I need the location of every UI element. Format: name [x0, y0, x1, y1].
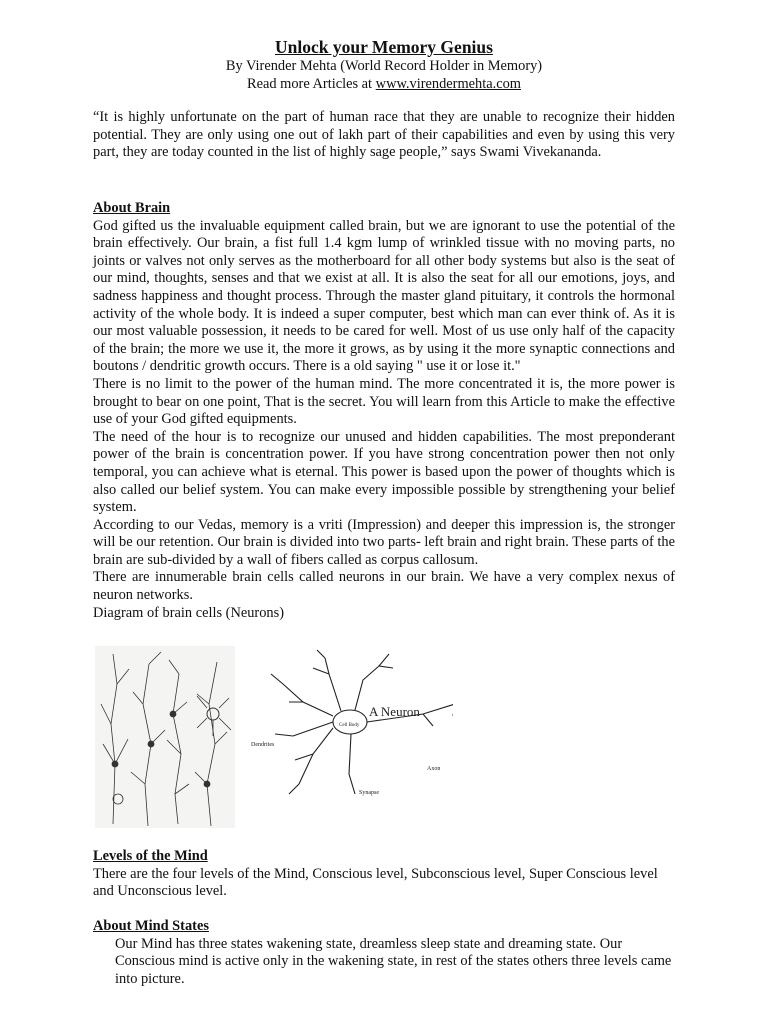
- dendrites-label: Dendrites: [251, 742, 275, 748]
- about-brain-heading: About Brain: [93, 200, 171, 216]
- axon-label: Axon: [427, 766, 441, 772]
- synapse-label: Synapse: [359, 790, 379, 796]
- quote-block: [93, 109, 675, 162]
- document-title: Unlock your Memory Genius: [275, 37, 493, 57]
- about-brain-paragraph: There is no limit to the power of the human mind. The more concentrated it is, the more power is brought to bear on one point, That is the secret. You will learn from this Article to make the effective use of your God gifted equipments.: [93, 375, 675, 428]
- neuron-title-label: A Neuron: [369, 704, 420, 719]
- read-more-line: [0, 76, 768, 94]
- levels-section: [93, 848, 675, 901]
- single-neuron-sketch: [271, 650, 453, 794]
- mind-states-heading: About Mind States: [93, 918, 209, 934]
- about-brain-paragraph: The need of the hour is to recognize our unused and hidden capabilities. The most preponderant power of the brain is concentration power. If you have strong concentration power then not only temporal, you can achieve what is eternal. This power is based upon the power of thoughts which is also called our belief system. You can make every impossible possible by strengthening your belief system.: [93, 428, 675, 516]
- about-brain-section: [93, 200, 675, 622]
- brain-cells-sketch: [95, 646, 235, 828]
- about-brain-paragraph: According to our Vedas, memory is a vriti (Impression) and deeper this impression is, the stronger will be our retention. Our brain is divided into two parts- left brain and right brain. These parts of the brain are sub-divided by a wall of fibers called as corpus callosum.: [93, 516, 675, 568]
- levels-heading: Levels of the Mind: [93, 848, 208, 864]
- website-link[interactable]: www.virendermehta.com: [375, 76, 521, 92]
- author-byline: By Virender Mehta (World Record Holder in Memory): [225, 58, 543, 74]
- read-more-prefix: Read more Articles at: [246, 76, 376, 92]
- mind-states-text: Our Mind has three states wakening state, dreamless sleep state and dreaming state. Our Conscious mind is active only in the wakening state, in rest of the states others three levels came into picture.: [115, 935, 672, 987]
- neuron-diagram: [93, 644, 453, 830]
- levels-text: There are the four levels of the Mind, Conscious level, Subconscious level, Super Conscious level and Unconscious level.: [93, 865, 658, 900]
- about-brain-paragraph: God gifted us the invaluable equipment called brain, but we are ignorant to use the potential of the brain effectively. Our brain, a fist full 1.4 kgm lump of wrinkled tissue with no moving parts, no joints or valves not only serves as the motherboard for all other body systems but also is the seat of our mind, thoughts, senses and that we exist at all. It is also the seat for all our emotions, joys, and sadness happiness and thought process. Through the master gland pituitary, it controls the hormonal activity of the whole body. It is indeed a super computer, best which man can ever think of. As it is our most valuable possession, it needs to be cared for well. Most of us use only half of the capacity of the brain; the more we use it, the more it grows, as by using it the more synaptic connections and boutons / dendritic growth occurs. There is a old saying " use it or lose it.": [93, 217, 675, 375]
- cell-body-label: Cell Body: [339, 723, 360, 728]
- vivekananda-quote: “It is highly unfortunate on the part of human race that they are unable to recognize their hidden potential. They are only using one out of lakh part of their capabilities and even by using this very part, they are today counted in the list of highly sage people,” says Swami Vivekananda.: [93, 109, 675, 161]
- diagram-caption: Diagram of brain cells (Neurons): [93, 604, 285, 621]
- mind-states-section: [93, 918, 675, 988]
- about-brain-paragraph: There are innumerable brain cells called neurons in our brain. We have a very complex nexus of neuron networks.: [93, 569, 675, 604]
